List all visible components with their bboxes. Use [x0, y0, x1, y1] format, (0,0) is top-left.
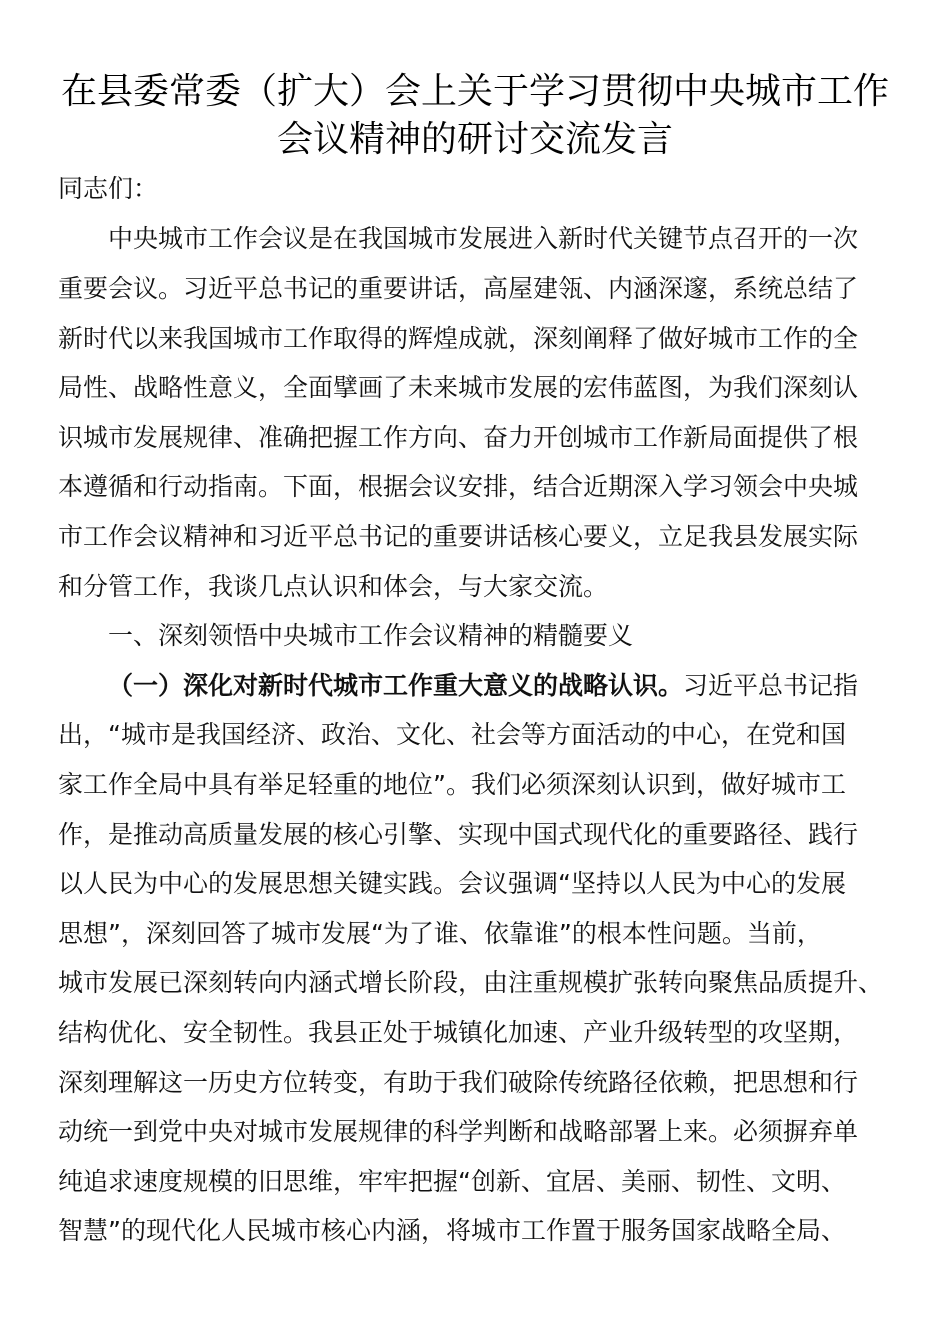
body-line: 出，“城市是我国经济、政治、文化、社会等方面活动的中心，在党和国 [58, 720, 846, 749]
intro-line: 市工作会议精神和习近平总书记的重要讲话核心要义，立足我县发展实际 [58, 522, 859, 551]
body-line: 深刻理解这一历史方位转变，有助于我们破除传统路径依赖，把思想和行 [58, 1068, 859, 1097]
intro-line: 识城市发展规律、准确把握工作方向、奋力开创城市工作新局面提供了根 [58, 423, 859, 452]
body-line: 城市发展已深刻转向内涵式增长阶段，由注重规模扩张转向聚焦品质提升、 [58, 968, 884, 997]
subsection-heading: （一）深化对新时代城市工作重大意义的战略认识。 [108, 671, 684, 700]
body-line: 思想”，深刻回答了城市发展“为了谁、依靠谁”的根本性问题。当前， [58, 919, 822, 948]
body-line: 以人民为中心的发展思想关键实践。会议强调“坚持以人民为中心的发展 [58, 869, 846, 898]
intro-line: 中央城市工作会议是在我国城市发展进入新时代关键节点召开的一次 [108, 224, 859, 253]
intro-line: 和分管工作，我谈几点认识和体会，与大家交流。 [58, 572, 609, 601]
intro-line: 局性、战略性意义，全面擘画了未来城市发展的宏伟蓝图，为我们深刻认 [58, 373, 859, 402]
body-line: 智慧”的现代化人民城市核心内涵，将城市工作置于服务国家战略全局、 [58, 1216, 846, 1245]
intro-line: 本遵循和行动指南。下面，根据会议安排，结合近期深入学习领会中央城 [58, 472, 859, 501]
intro-line: 重要会议。习近平总书记的重要讲话，高屋建瓴、内涵深邃，系统总结了 [58, 274, 859, 303]
body-line: 家工作全局中具有举足轻重的地位”。我们必须深刻认识到，做好城市工 [58, 770, 846, 799]
intro-line: 新时代以来我国城市工作取得的辉煌成就，深刻阐释了做好城市工作的全 [58, 324, 859, 353]
subsection-heading-line [108, 669, 858, 703]
subsection-lead-text: 习近平总书记指 [683, 671, 859, 700]
body-line: 动统一到党中央对城市发展规律的科学判断和战略部署上来。必须摒弃单 [58, 1117, 859, 1146]
body-line: 作，是推动高质量发展的核心引擎、实现中国式现代化的重要路径、践行 [58, 820, 859, 849]
document-title-line-2: 会议精神的研讨交流发言 [276, 119, 673, 160]
body-line: 结构优化、安全韧性。我县正处于城镇化加速、产业升级转型的攻坚期， [58, 1018, 859, 1047]
body-line: 纯追求速度规模的旧思维，牢牢把握“创新、宜居、美丽、韧性、文明、 [58, 1167, 846, 1196]
document-title-line-1: 在县委常委（扩大）会上关于学习贯彻中央城市工作 [60, 71, 889, 112]
section-heading: 一、深刻领悟中央城市工作会议精神的精髓要义 [108, 621, 634, 650]
salutation: 同志们： [58, 174, 159, 203]
